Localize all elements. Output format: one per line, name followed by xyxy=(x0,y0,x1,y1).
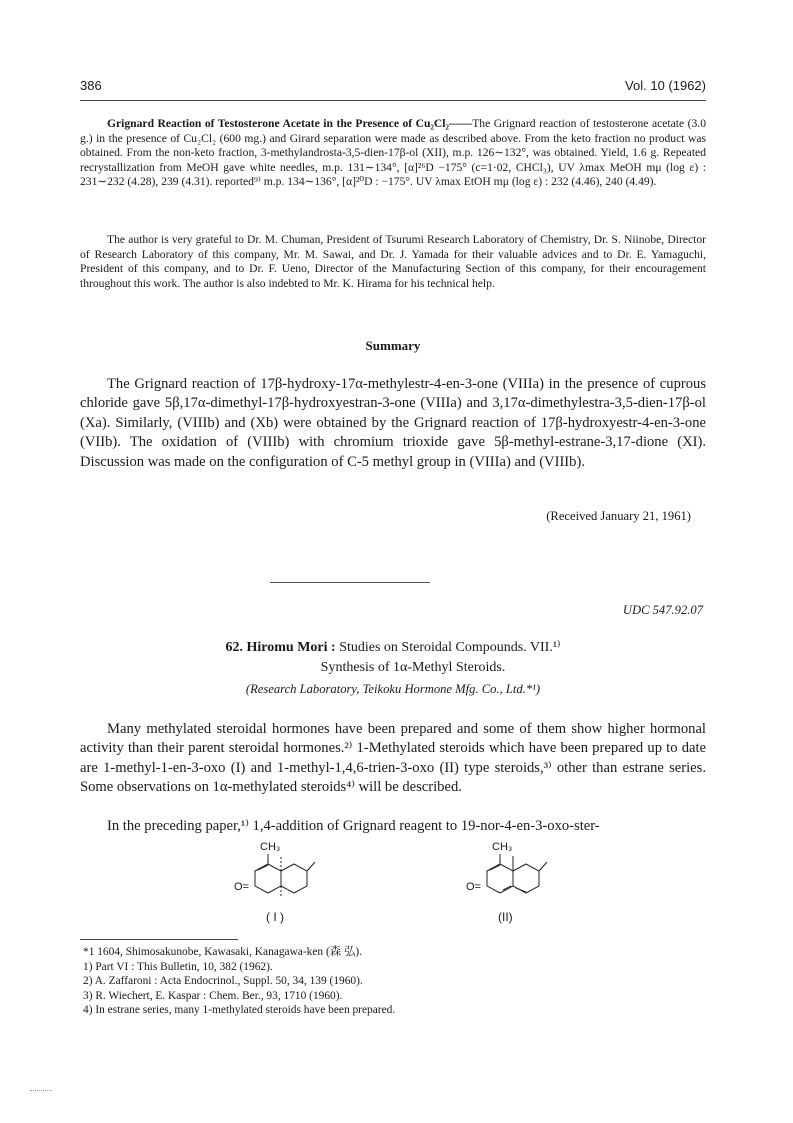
article-title: Studies on Steroidal Compounds. VII.¹⁾ xyxy=(339,640,561,655)
article-title-block xyxy=(80,638,706,678)
udc-code: UDC 547.92.07 xyxy=(622,603,703,617)
c-ring-bond xyxy=(539,862,547,871)
structure-II xyxy=(458,838,558,928)
oxo-label-I: O= xyxy=(234,881,249,893)
methyl-label-I: CH₃ xyxy=(260,841,281,853)
footnote-1: 1) Part VI : This Bulletin, 10, 382 (1962). xyxy=(83,960,273,973)
label-I: ( I ) xyxy=(266,910,284,924)
journal-volume: Vol. 10 (1962) xyxy=(625,78,706,93)
intro-paragraph-2: In the preceding paper,¹⁾ 1,4-addition of Grignard reagent to 19-nor-4-en-3-oxo-ster- xyxy=(107,818,600,834)
structure-I xyxy=(226,838,326,928)
summary-title: Summary xyxy=(365,338,421,353)
footnote-rule xyxy=(80,939,238,940)
ring-a xyxy=(255,864,281,893)
double-bond-1 xyxy=(490,865,500,870)
experimental-heading: Grignard Reaction of Testosterone Acetate in the Presence of Cu₂Cl₂—— xyxy=(107,117,473,130)
article-number: 62. xyxy=(225,640,244,655)
scan-mark xyxy=(30,1090,52,1092)
received-date: (Received January 21, 1961) xyxy=(546,509,691,523)
footnote-2: 2) A. Zaffaroni : Acta Endocrinol., Suppl. 50, 34, 139 (1960). xyxy=(83,975,363,988)
author-name: Hiromu Mori : xyxy=(246,640,336,655)
double-bond-6 xyxy=(516,888,526,892)
methyl-label-II: CH₃ xyxy=(492,841,513,853)
affiliation: (Research Laboratory, Teikoku Hormone Mfg. Co., Ltd.*¹) xyxy=(245,682,541,696)
header-rule xyxy=(80,100,706,101)
article-subtitle: Synthesis of 1α-Methyl Steroids. xyxy=(320,660,506,675)
summary-text: The Grignard reaction of 17β-hydroxy-17α-methylestr-4-en-3-one (VIIIa) in the presence of cuprous chloride gave 5β,17α-dimethyl-17β-hydroxyestran-3-one (VIIIa) and 3,17α-dimethylestra-3,5-dien-17β-ol (Xa). Similarly, (VIIIb) and (Xb) were obtained by the Grignard reaction of 17β-hydroxyestr-4-en-3-one (VIIb). The oxidation of (VIIIb) with chromium trioxide gave 5β-methyl-estrane-3,17-dione (XI). Discussion was made on the configuration of C-5 methyl group in (VIIIa) and (VIIIb). xyxy=(80,376,706,470)
double-bond xyxy=(258,865,268,870)
acknowledgement: The author is very grateful to Dr. M. Chuman, President of Tsurumi Research Laboratory of Chemistry, Dr. S. Niinobe, Director of Research Laboratory of this company, Mr. M. Sawai, and Dr. J. Yamada for their valuable advices and to Dr. E. Yamaguchi, President of this company, and to Dr. F. Ueno, Director of the Manufacturing Section of this company, for their encouragement throughout this work. The author is also indebted to Mr. K. Hirama for his technical help. xyxy=(80,233,706,290)
footnote-3: 3) R. Wiechert, E. Kaspar : Chem. Ber., 93, 1710 (1960). xyxy=(83,989,343,1002)
footnote-4: 4) In estrane series, many 1-methylated steroids have been prepared. xyxy=(83,1004,396,1017)
c-ring-bond xyxy=(307,862,315,871)
ring-b xyxy=(281,864,307,893)
intro-paragraph: Many methylated steroidal hormones have been prepared and some of them show higher hormonal activity than their parent steroidal hormones.²⁾ 1-Methylated steroids which have been prepared up to date are 1-methyl-1-en-3-oxo (I) and 1-methyl-1,4,6-trien-3-oxo (II) type steroids,³⁾ other than estrane series. Some observations on 1α-methylated steroids⁴⁾ will be described. xyxy=(80,721,706,796)
oxo-label-II: O= xyxy=(466,881,481,893)
article-divider xyxy=(270,582,430,583)
experimental-section xyxy=(80,117,706,190)
page-number: 386 xyxy=(80,78,102,93)
article-title-line1 xyxy=(80,638,706,658)
experimental-text: The Grignard reaction of testosterone acetate (3.0 g.) in the presence of Cu₂Cl₂ (600 mg.) and Girard separation were made as described above. From the keto fraction no product was obtained. From the non-keto fraction, 3-methylandrosta-3,5-dien-17β-ol (XII), m.p. 126∼132°, was obtained. Yield, 1.6 g. Repeated recrystallization from MeOH gave white needles, m.p. 131∼134°, [α]²⁶D −175° (c=1·02, CHCl₃), UV λmax MeOH mμ (log ε) : 231∼232 (4.28), 239 (4.31). reported⁹⁾ m.p. 134∼136°, [α]²⁰D : −175°. UV λmax EtOH mμ (log ε) : 232 (4.46), 240 (4.49). xyxy=(80,117,706,189)
ring-a xyxy=(487,864,513,893)
label-II: (II) xyxy=(498,910,513,924)
footnotes xyxy=(83,945,703,1018)
footnote-affiliation: *1 1604, Shimosakunobe, Kawasaki, Kanagawa-ken (森 弘). xyxy=(83,946,363,958)
